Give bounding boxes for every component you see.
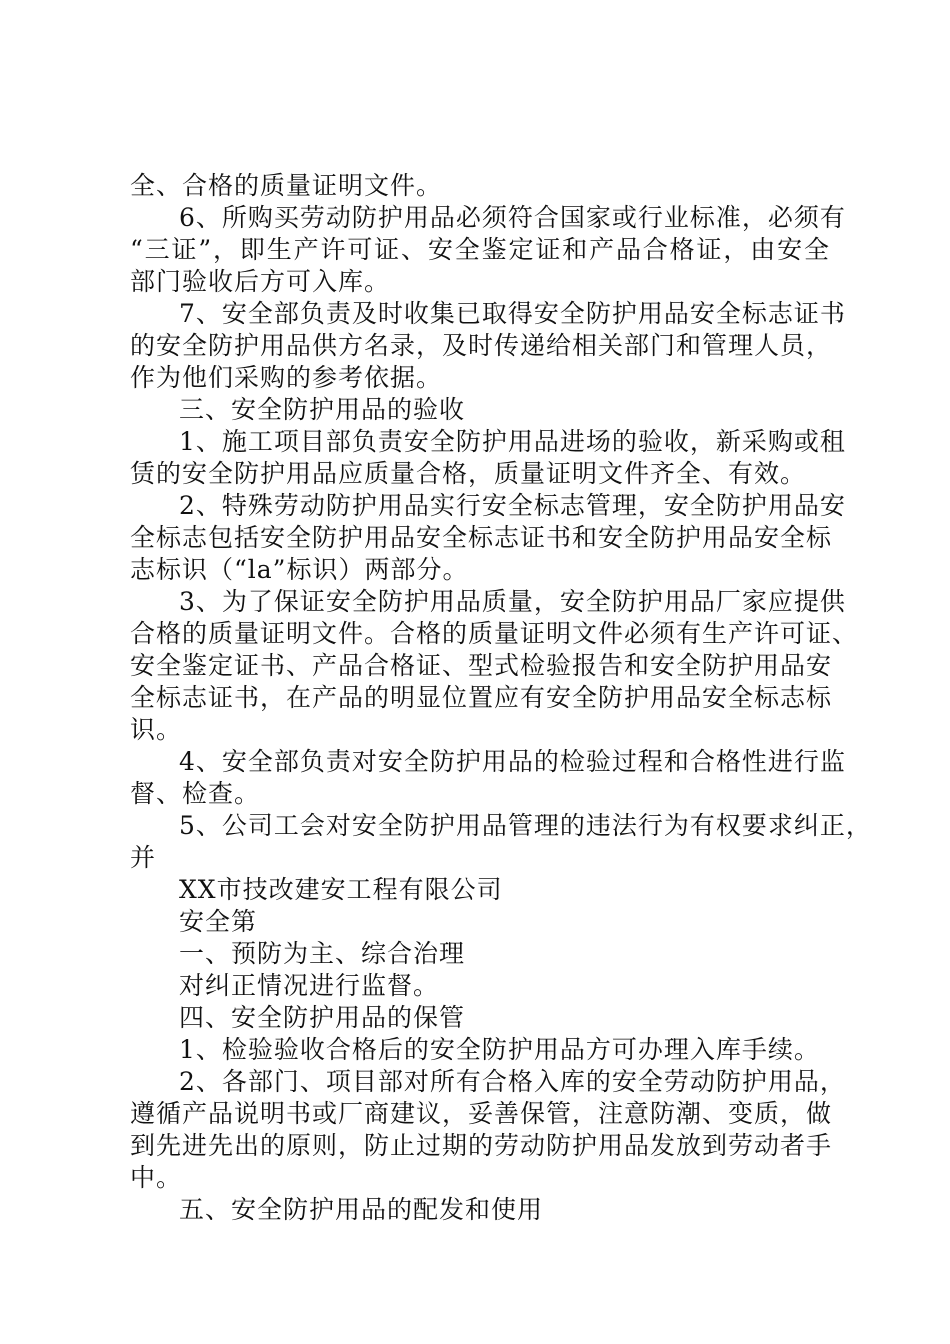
text-line: 5、公司工会对安全防护用品管理的违法行为有权要求纠正， (179, 811, 872, 840)
text-line: 一、预防为主、综合治理 (179, 939, 466, 968)
text-line: 并 (130, 843, 157, 872)
text-line: 到先进先出的原则，防止过期的劳动防护用品发放到劳动者手 (130, 1131, 833, 1160)
text-line: 3、为了保证安全防护用品质量，安全防护用品厂家应提供 (179, 587, 846, 616)
section-heading: 三、安全防护用品的验收 (179, 395, 466, 424)
text-line: 赁的安全防护用品应质量合格，质量证明文件齐全、有效。 (130, 459, 807, 488)
text-line: 安全鉴定证书、产品合格证、型式检验报告和安全防护用品安 (130, 651, 833, 680)
text-line: 识。 (130, 715, 183, 744)
text-line: 作为他们采购的参考依据。 (130, 363, 443, 392)
text-line: 2、特殊劳动防护用品实行安全标志管理，安全防护用品安 (179, 491, 846, 520)
company-name: XX市技改建安工程有限公司 (179, 875, 503, 904)
text-line: 2、各部门、项目部对所有合格入库的安全劳动防护用品， (179, 1067, 846, 1096)
text-line: 对纠正情况进行监督。 (179, 971, 440, 1000)
text-line: 6、所购买劳动防护用品必须符合国家或行业标准，必须有 (179, 203, 846, 232)
document-page (130, 170, 872, 1226)
text-line: 安全第 (179, 907, 258, 936)
text-line: 全、合格的质量证明文件。 (130, 171, 443, 200)
text-line: 部门验收后方可入库。 (130, 267, 391, 296)
text-line: 志标识（“la”标识）两部分。 (130, 555, 469, 584)
text-line: 全标志包括安全防护用品安全标志证书和安全防护用品安全标 (130, 523, 833, 552)
text-line: 4、安全部负责对安全防护用品的检验过程和合格性进行监 (179, 747, 846, 776)
text-line: 合格的质量证明文件。合格的质量证明文件必须有生产许可证、 (130, 619, 859, 648)
section-heading: 四、安全防护用品的保管 (179, 1003, 466, 1032)
text-line: 的安全防护用品供方名录，及时传递给相关部门和管理人员， (130, 331, 833, 360)
text-line: 1、施工项目部负责安全防护用品进场的验收，新采购或租 (179, 427, 846, 456)
text-line: 7、安全部负责及时收集已取得安全防护用品安全标志证书 (179, 299, 846, 328)
text-line: 中。 (130, 1163, 183, 1192)
text-line: 督、检查。 (130, 779, 261, 808)
text-line: 遵循产品说明书或厂商建议，妥善保管，注意防潮、变质，做 (130, 1099, 833, 1128)
text-line: 全标志证书，在产品的明显位置应有安全防护用品安全标志标 (130, 683, 833, 712)
section-heading: 五、安全防护用品的配发和使用 (179, 1195, 544, 1224)
text-line: “三证”，即生产许可证、安全鉴定证和产品合格证，由安全 (130, 235, 830, 264)
text-line: 1、检验验收合格后的安全防护用品方可办理入库手续。 (179, 1035, 820, 1064)
